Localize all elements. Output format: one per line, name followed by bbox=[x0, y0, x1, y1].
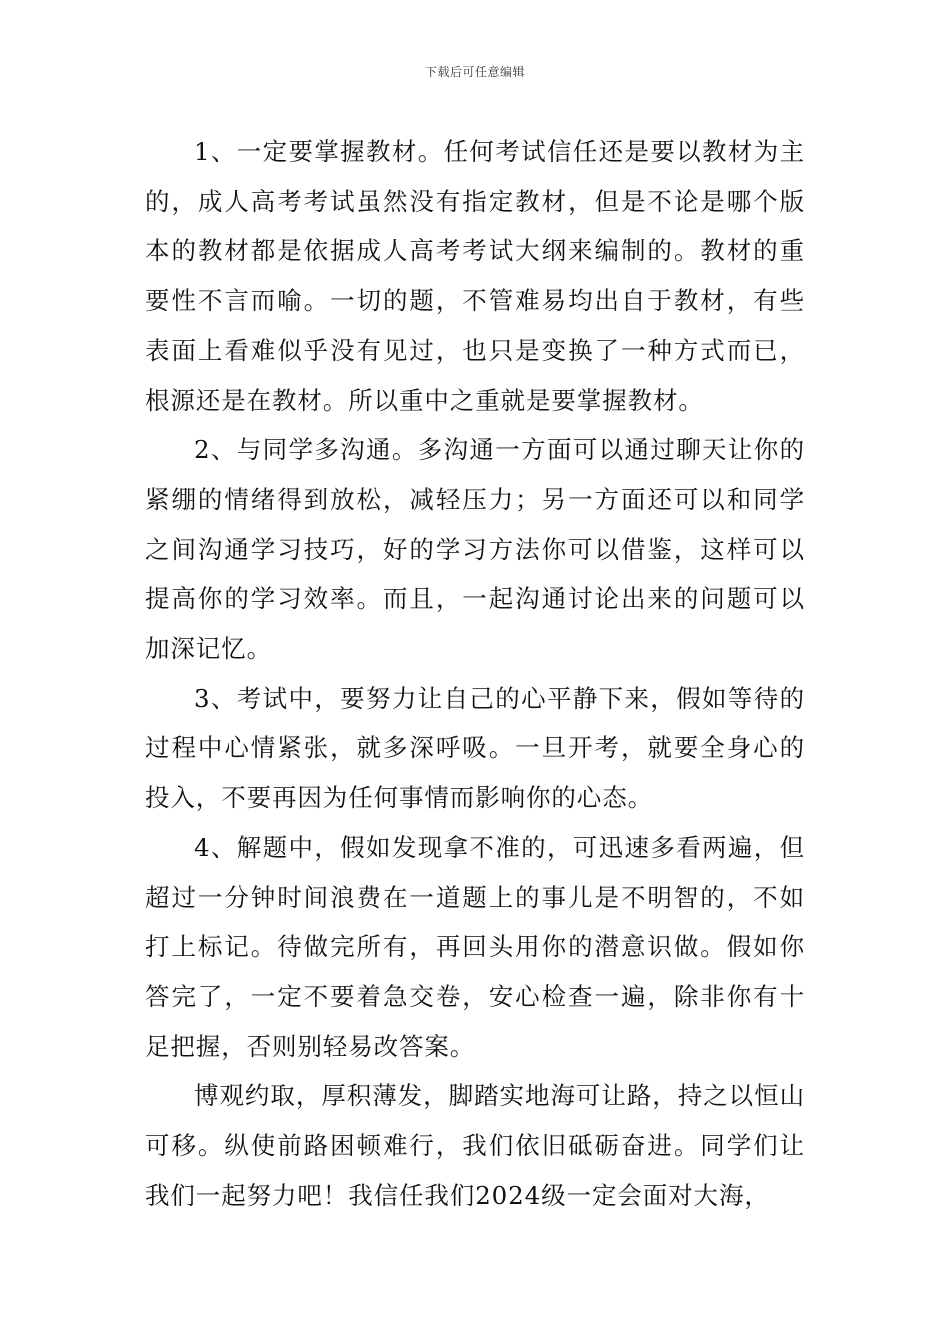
document-body bbox=[145, 127, 805, 1220]
paragraph-communicate-classmates: 2、与同学多沟通。多沟通一方面可以通过聊天让你的紧绷的情绪得到放松，减轻压力；另一方面还可以和同学之间沟通学习技巧，好的学习方法你可以借鉴，这样可以提高你的学习效率。而且，一起沟通讨论出来的问题可以加深记忆。 bbox=[145, 435, 805, 664]
paragraph-stay-calm: 3、考试中，要努力让自己的心平静下来，假如等待的过程中心情紧张，就多深呼吸。一旦开考，就要全身心的投入，不要再因为任何事情而影响你的心态。 bbox=[145, 683, 805, 813]
paragraph-answering-tips: 4、解题中，假如发现拿不准的，可迅速多看两遍，但超过一分钟时间浪费在一道题上的事儿是不明智的，不如打上标记。待做完所有，再回头用你的潜意识做。假如你答完了，一定不要着急交卷，安心检查一遍，除非你有十足把握，否则别轻易改答案。 bbox=[145, 832, 805, 1061]
paragraph-encouragement: 博观约取，厚积薄发，脚踏实地海可让路，持之以恒山可移。纵使前路困顿难行，我们依旧砥砺奋进。同学们让我们一起努力吧！我信任我们2024级一定会面对大海， bbox=[145, 1081, 805, 1210]
page-header-note: 下载后可任意编辑 bbox=[424, 65, 525, 79]
paragraph-master-textbook: 1、一定要掌握教材。任何考试信任还是要以教材为主的，成人高考考试虽然没有指定教材，但是不论是哪个版本的教材都是依据成人高考考试大纲来编制的。教材的重要性不言而喻。一切的题，不管难易均出自于教材，有些表面上看难似乎没有见过，也只是变换了一种方式而已，根源还是在教材。所以重中之重就是要掌握教材。 bbox=[145, 137, 805, 415]
